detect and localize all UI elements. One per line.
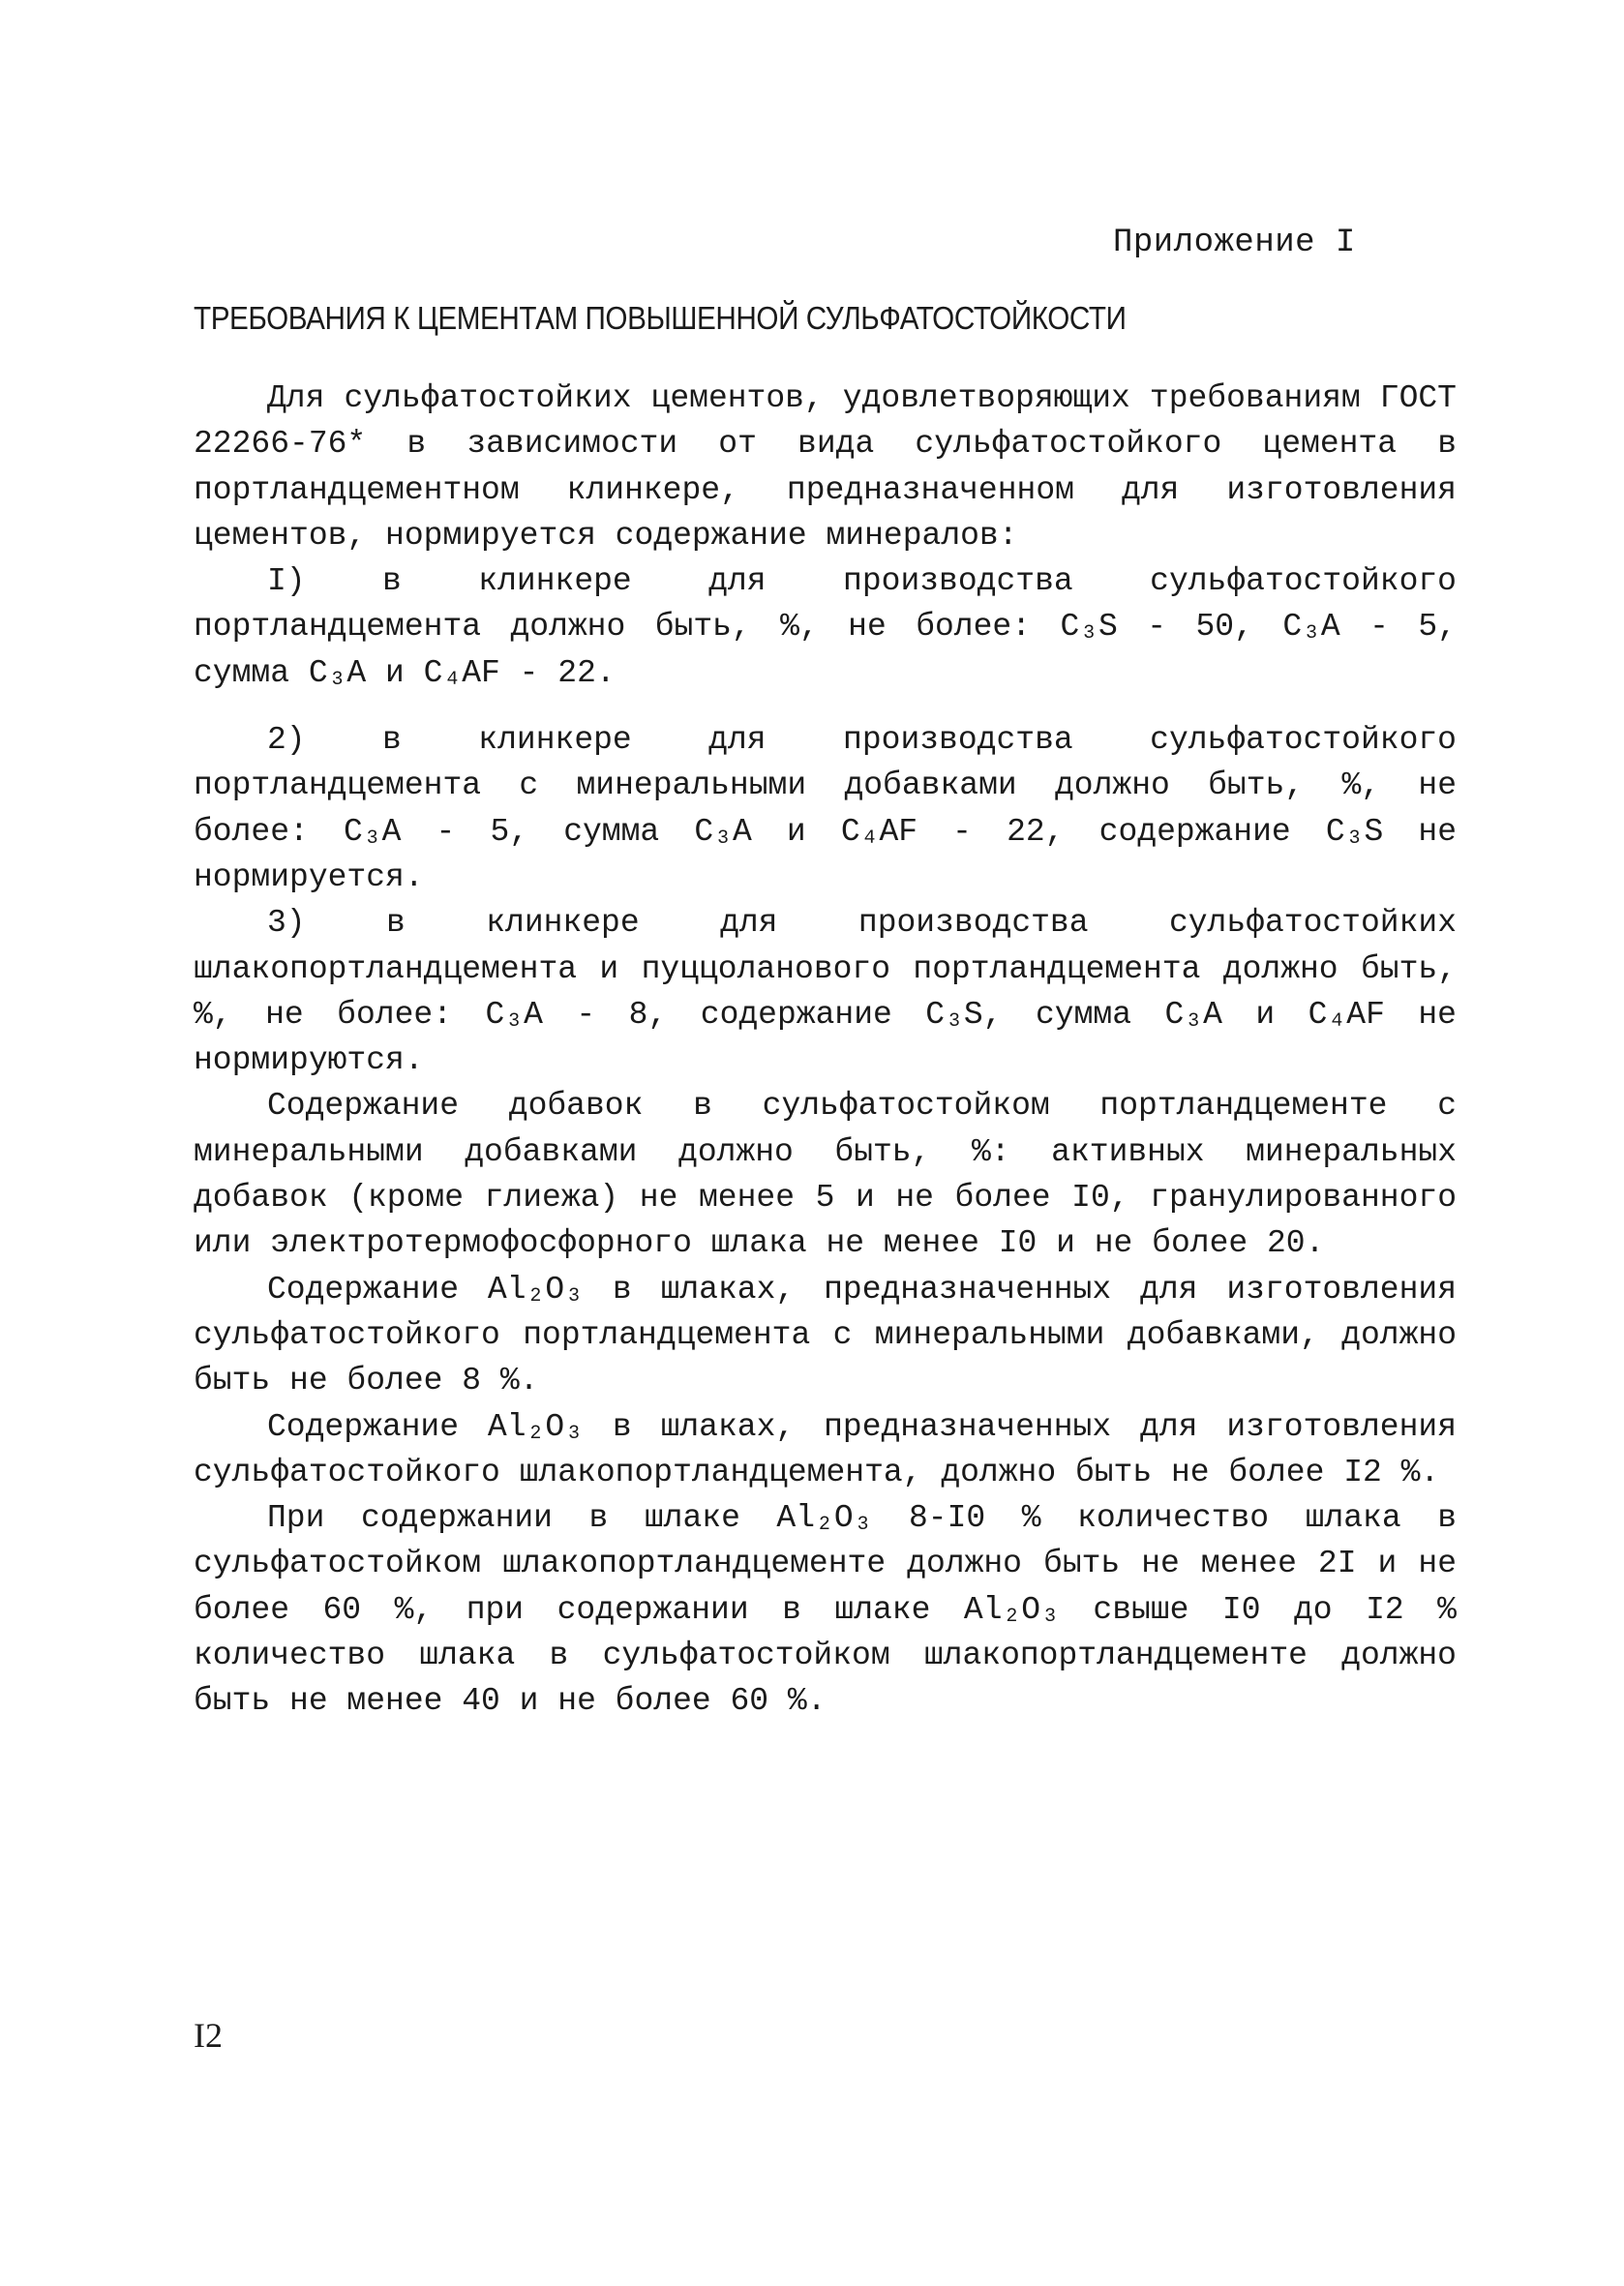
- paragraph-alumina-portland: Содержание Al₂O₃ в шлаках, предназначенных для изготовления сульфатостойкого портландцемента с минеральными добавками, должно быть не более 8 %.: [194, 1271, 1457, 1399]
- paragraph-additives: Содержание добавок в сульфатостойком портландцементе с минеральными добавками должно быть, %: активных минеральных добавок (кроме глиежа) не менее 5 и не более I0, гранулированного или электротермофосфорного шлака не менее I0 и не более 20.: [194, 1088, 1457, 1262]
- paragraph-alumina-slag: Содержание Al₂O₃ в шлаках, предназначенных для изготовления сульфатостойкого шлакопортландцемента, должно быть не более I2 %.: [194, 1408, 1457, 1490]
- paragraph-item-1: I) в клинкере для производства сульфатостойкого портландцемента должно быть, %, не более: C₃S - 50, C₃A - 5, сумма C₃A и C₄AF - 22.: [194, 563, 1457, 691]
- paragraph-intro: Для сульфатостойких цементов, удовлетворяющих требованиям ГОСТ 22266-76* в зависимости от вида сульфатостойкого цемента в портландцементном клинкере, предназначенном для изготовления цементов, нормируется содержание минералов:: [194, 380, 1457, 554]
- paragraph-item-2: 2) в клинкере для производства сульфатостойкого портландцемента с минеральными добавками должно быть, %, не более: C₃A - 5, сумма C₃A и C₄AF - 22, содержание C₃S не нормируется.: [194, 722, 1457, 895]
- section-heading: ТРЕБОВАНИЯ К ЦЕМЕНТАМ ПОВЫШЕННОЙ СУЛЬФАТОСТОЙКОСТИ: [194, 300, 1127, 336]
- paragraph-slag-quantity: При содержании в шлаке Al₂O₃ 8-I0 % количество шлака в сульфатостойком шлакопортландцементе должно быть не менее 2I и не более 60 %, при содержании в шлаке Al₂O₃ свыше I0 до I2 % количество шлака в сульфатостойком шлакопортландцементе должно быть не менее 40 и не более 60 %.: [194, 1500, 1457, 1720]
- paragraph-item-3: 3) в клинкере для производства сульфатостойких шлакопортландцемента и пуццоланового портландцемента должно быть, %, не более: C₃A - 8, содержание C₃S, сумма C₃A и C₄AF не нормируются.: [194, 905, 1457, 1079]
- appendix-label: Приложение I: [1113, 225, 1356, 261]
- body-text: [194, 376, 1457, 1725]
- page-number: I2: [194, 2016, 223, 2055]
